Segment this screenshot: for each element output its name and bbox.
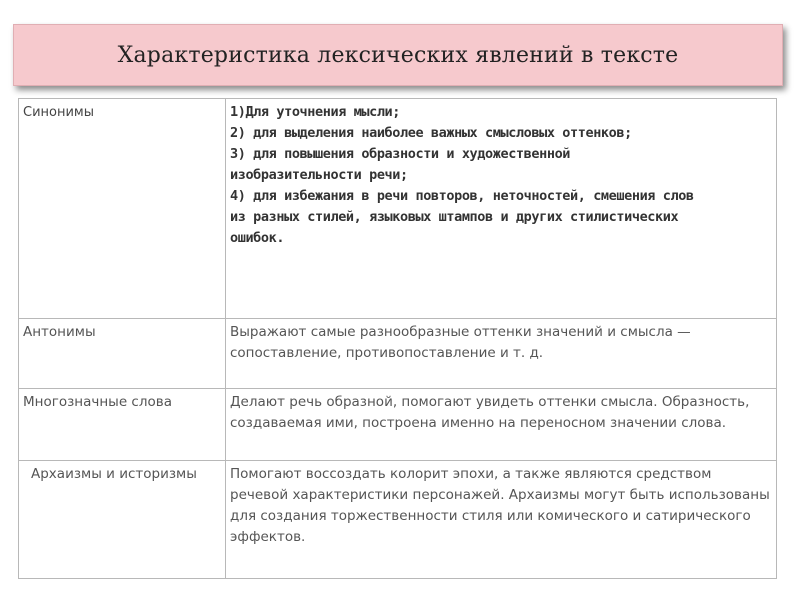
description-line: 3) для повышения образности и художественной	[230, 146, 571, 162]
description-cell: Выражают самые разнообразные оттенки значений и смысла — сопоставление, противопоставление и т. д.	[226, 319, 777, 389]
table-row	[19, 461, 777, 579]
table-row	[19, 319, 777, 389]
description-cell: Помогают воссоздать колорит эпохи, а также являются средством речевой характеристики персонажей. Архаизмы могут быть использованы для создания торжественности стиля или комического и сатирического эффектов.	[226, 461, 777, 579]
description-cell	[226, 99, 777, 319]
description-line: 2) для выделения наиболее важных смысловых оттенков;	[230, 125, 632, 141]
description-line: ошибок.	[230, 230, 285, 246]
description-line: 1)Для уточнения мысли;	[230, 104, 401, 120]
table-row	[19, 389, 777, 461]
term-cell: Антонимы	[19, 319, 226, 389]
description-line: 4) для избежания в речи повторов, неточностей, смешения слов	[230, 188, 694, 204]
term-cell: Синонимы	[19, 99, 226, 319]
description-line: изобразительности речи;	[230, 167, 408, 183]
table-row	[19, 99, 777, 319]
lexical-phenomena-table	[18, 98, 777, 579]
description-line: из разных стилей, языковых штампов и других стилистических	[230, 209, 679, 225]
term-cell: Архаизмы и историзмы	[19, 461, 226, 579]
description-cell: Делают речь образной, помогают увидеть оттенки смысла. Образность, создаваемая ими, построена именно на переносном значении слова.	[226, 389, 777, 461]
title-banner	[13, 24, 783, 86]
term-cell: Многозначные слова	[19, 389, 226, 461]
page-title: Характеристика лексических явлений в тексте	[117, 42, 679, 68]
